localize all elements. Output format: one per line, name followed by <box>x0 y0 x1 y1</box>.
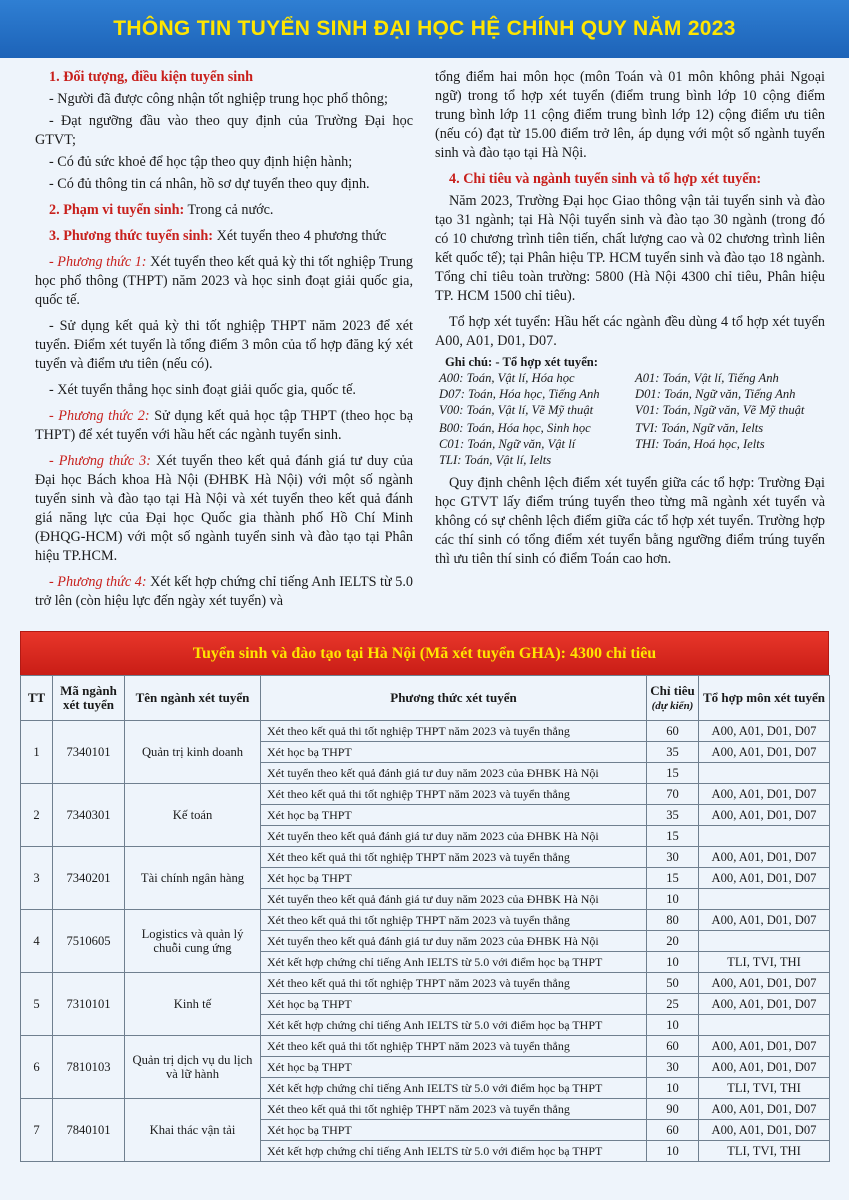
method-4-text: Xét kết hợp chứng chỉ tiếng Anh IELTS từ 5.0 trở lên (còn hiệu lực đến ngày xét tuyển) và <box>35 574 413 609</box>
col-header-tt: TT <box>21 676 53 721</box>
section-2-title: 2. Phạm vi tuyển sinh: <box>49 202 185 218</box>
left-column <box>35 68 413 614</box>
quota-value: 10 <box>647 952 699 973</box>
method-1 <box>35 253 413 310</box>
admission-method: Xét theo kết quả thi tốt nghiệp THPT năm 2023 và tuyển thẳng <box>261 1099 647 1120</box>
row-number: 1 <box>21 721 53 784</box>
row-number: 2 <box>21 784 53 847</box>
quota-value: 10 <box>647 889 699 910</box>
major-name: Logistics và quản lý chuỗi cung ứng <box>125 910 261 973</box>
quota-value: 20 <box>647 931 699 952</box>
admission-method: Xét theo kết quả thi tốt nghiệp THPT năm 2023 và tuyển thẳng <box>261 1036 647 1057</box>
note-item: C01: Toán, Ngữ văn, Vật lí <box>439 437 576 451</box>
content-columns <box>35 68 825 610</box>
note-item: A00: Toán, Vật lí, Hóa học <box>439 371 575 385</box>
subject-combo: A00, A01, D01, D07 <box>699 784 830 805</box>
table-banner-text: Tuyển sinh và đào tạo tại Hà Nội (Mã xét tuyển GHA): 4300 chỉ tiêu <box>192 644 657 662</box>
major-code: 7310101 <box>53 973 125 1036</box>
admission-method: Xét theo kết quả thi tốt nghiệp THPT năm 2023 và tuyển thẳng <box>261 910 647 931</box>
quota-value: 15 <box>647 868 699 889</box>
method-1-sub-2: - Xét tuyển thẳng học sinh đoạt giải quốc gia, quốc tế. <box>49 382 356 398</box>
notes-block <box>435 354 825 468</box>
major-name: Quản trị dịch vụ du lịch và lữ hành <box>125 1036 261 1099</box>
quota-value: 80 <box>647 910 699 931</box>
quota-value: 60 <box>647 1036 699 1057</box>
method-1-label: - Phương thức 1: <box>49 254 147 270</box>
quota-value: 35 <box>647 805 699 826</box>
note-item: A01: Toán, Vật lí, Tiếng Anh <box>635 371 779 385</box>
quota-sublabel: (dự kiến) <box>651 699 694 712</box>
quota-value: 70 <box>647 784 699 805</box>
note-item: THI: Toán, Hoá học, Ielts <box>635 437 765 451</box>
admission-method: Xét học bạ THPT <box>261 1120 647 1141</box>
admission-method: Xét học bạ THPT <box>261 994 647 1015</box>
admission-method: Xét học bạ THPT <box>261 1057 647 1078</box>
major-name: Quản trị kinh doanh <box>125 721 261 784</box>
section-4-paragraph-2: Tổ hợp xét tuyển: Hầu hết các ngành đều dùng 4 tổ hợp xét tuyển A00, A01, D01, D07. <box>435 314 825 349</box>
admission-method: Xét theo kết quả thi tốt nghiệp THPT năm 2023 và tuyển thẳng <box>261 973 647 994</box>
col-header-combo: Tổ hợp môn xét tuyển <box>699 676 830 721</box>
subject-combo: A00, A01, D01, D07 <box>699 847 830 868</box>
section-4-paragraph-1: Năm 2023, Trường Đại học Giao thông vận tải tuyển sinh và đào tạo 31 ngành; tại Hà Nội tuyển sinh và đào tạo 30 ngành (trong đó có 10 chương trình tiên tiến, chất lượng cao và 02 chương trình liên kết quốc tế); tại Phân hiệu TP. HCM tuyển sinh và đào tạo 18 ngành. Tổng chỉ tiêu toàn trường: 5800 (Hà Nội 4300 chỉ tiêu, Phân hiệu TP. HCM 1500 chỉ tiêu). <box>435 193 825 304</box>
notes-title: Ghi chú: - Tổ hợp xét tuyển: <box>445 355 598 369</box>
method-3-label: - Phương thức 3: <box>49 453 151 469</box>
subject-combo: TLI, TVI, THI <box>699 1078 830 1099</box>
note-item: B00: Toán, Hóa học, Sinh học <box>439 421 591 435</box>
subject-combo: TLI, TVI, THI <box>699 1141 830 1162</box>
note-item: D07: Toán, Hóa học, Tiếng Anh <box>439 387 600 401</box>
method-4 <box>35 573 413 611</box>
row-number: 4 <box>21 910 53 973</box>
subject-combo <box>699 763 830 784</box>
major-name: Khai thác vận tải <box>125 1099 261 1162</box>
quota-value: 50 <box>647 973 699 994</box>
table-row <box>21 973 830 994</box>
subject-combo <box>699 826 830 847</box>
subject-combo: A00, A01, D01, D07 <box>699 994 830 1015</box>
admission-method: Xét kết hợp chứng chỉ tiếng Anh IELTS từ 5.0 với điểm học bạ THPT <box>261 952 647 973</box>
method-2-text: Sử dụng kết quả học tập THPT (theo học bạ THPT) để xét tuyển với hầu hết các ngành tuyển sinh. <box>35 408 414 443</box>
quota-value: 60 <box>647 721 699 742</box>
quota-value: 10 <box>647 1015 699 1036</box>
page-title: THÔNG TIN TUYỂN SINH ĐẠI HỌC HỆ CHÍNH QUY NĂM 2023 <box>113 17 736 40</box>
admission-method: Xét kết hợp chứng chỉ tiếng Anh IELTS từ 5.0 với điểm học bạ THPT <box>261 1078 647 1099</box>
table-header-row <box>21 676 830 721</box>
row-number: 6 <box>21 1036 53 1099</box>
major-code: 7340201 <box>53 847 125 910</box>
subject-combo: A00, A01, D01, D07 <box>699 1099 830 1120</box>
admission-method: Xét tuyển theo kết quả đánh giá tư duy năm 2023 của ĐHBK Hà Nội <box>261 889 647 910</box>
s1-item: - Có đủ sức khoẻ để học tập theo quy định hiện hành; <box>49 154 353 170</box>
method-4-label: - Phương thức 4: <box>49 574 147 590</box>
section-3 <box>35 227 413 246</box>
note-item: V00: Toán, Vật lí, Vẽ Mỹ thuật <box>439 403 594 417</box>
subject-combo: A00, A01, D01, D07 <box>699 805 830 826</box>
admission-method: Xét theo kết quả thi tốt nghiệp THPT năm 2023 và tuyển thẳng <box>261 721 647 742</box>
admission-method: Xét học bạ THPT <box>261 742 647 763</box>
right-column <box>435 68 825 572</box>
subject-combo: A00, A01, D01, D07 <box>699 973 830 994</box>
col-header-quota <box>647 676 699 721</box>
major-code: 7340101 <box>53 721 125 784</box>
subject-combo: A00, A01, D01, D07 <box>699 868 830 889</box>
table-body <box>21 721 830 1162</box>
method-1-sub-1: - Sử dụng kết quả kỳ thi tốt nghiệp THPT năm 2023 để xét tuyển. Điểm xét tuyển là tổng điểm 3 môn của tổ hợp đăng ký xét tuyển và điểm ưu tiên (nếu có). <box>35 318 413 372</box>
section-4-title: 4. Chỉ tiêu và ngành tuyển sinh và tổ hợp xét tuyển: <box>449 171 762 187</box>
s1-item: - Đạt ngưỡng đầu vào theo quy định của Trường Đại học GTVT; <box>35 113 413 148</box>
admission-method: Xét học bạ THPT <box>261 868 647 889</box>
s1-item: - Có đủ thông tin cá nhân, hồ sơ dự tuyển theo quy định. <box>49 176 370 192</box>
admission-method: Xét kết hợp chứng chỉ tiếng Anh IELTS từ 5.0 với điểm học bạ THPT <box>261 1015 647 1036</box>
section-3-title: 3. Phương thức tuyển sinh: <box>49 228 214 244</box>
section-2 <box>35 201 413 220</box>
col-header-code: Mã ngành xét tuyển <box>53 676 125 721</box>
admission-method: Xét học bạ THPT <box>261 805 647 826</box>
note-item: D01: Toán, Ngữ văn, Tiếng Anh <box>635 387 796 401</box>
section-2-text: Trong cả nước. <box>184 202 274 218</box>
table-banner <box>20 631 829 675</box>
quota-value: 60 <box>647 1120 699 1141</box>
major-name: Kinh tế <box>125 973 261 1036</box>
subject-combo: A00, A01, D01, D07 <box>699 721 830 742</box>
subject-combo: A00, A01, D01, D07 <box>699 1057 830 1078</box>
major-code: 7510605 <box>53 910 125 973</box>
admission-method: Xét tuyển theo kết quả đánh giá tư duy năm 2023 của ĐHBK Hà Nội <box>261 826 647 847</box>
admission-table <box>20 675 830 1162</box>
method-2-label: - Phương thức 2: <box>49 408 150 424</box>
quota-value: 25 <box>647 994 699 1015</box>
major-name: Tài chính ngân hàng <box>125 847 261 910</box>
method-2 <box>35 407 413 445</box>
method-4-continued: tổng điểm hai môn học (môn Toán và 01 môn không phải Ngoại ngữ) trong tổ hợp xét tuyển (điểm trung bình lớp 10 cộng điểm trung bình lớp 11 cộng điểm trung bình lớp 12) cộng điểm ưu tiên (nếu có) đạt từ 15.00 điểm trở lên, áp dụng với một số ngành tuyển sinh và đào tạo tại Hà Nội. <box>435 69 825 161</box>
note-item: TLI: Toán, Vật lí, Ielts <box>439 453 552 467</box>
notes-grid-b <box>435 420 825 468</box>
note-item <box>635 452 825 468</box>
admission-method: Xét tuyển theo kết quả đánh giá tư duy năm 2023 của ĐHBK Hà Nội <box>261 931 647 952</box>
table-row <box>21 910 830 931</box>
subject-combo <box>699 931 830 952</box>
admission-method: Xét theo kết quả thi tốt nghiệp THPT năm 2023 và tuyển thẳng <box>261 784 647 805</box>
method-1-text: Xét tuyển theo kết quả kỳ thi tốt nghiệp Trung học phổ thông (THPT) năm 2023 và học sinh đoạt giải quốc gia, quốc tế. <box>35 254 414 308</box>
quota-value: 90 <box>647 1099 699 1120</box>
section-4-paragraph-3: Quy định chênh lệch điểm xét tuyển giữa các tổ hợp: Trường Đại học GTVT lấy điểm trúng tuyển theo từng mã ngành xét tuyển và không có sự chênh lệch điểm giữa các tổ hợp xét tuyển. Trường hợp các thí sinh có tổng điểm xét tuyển bằng ngưỡng điểm trúng tuyển thì ưu tiên thí sinh có điểm Toán cao hơn. <box>435 475 825 567</box>
quota-value: 30 <box>647 1057 699 1078</box>
row-number: 5 <box>21 973 53 1036</box>
table-row <box>21 784 830 805</box>
quota-value: 10 <box>647 1078 699 1099</box>
note-item: TVI: Toán, Ngữ văn, Ielts <box>635 421 764 435</box>
s1-item: - Người đã được công nhận tốt nghiệp trung học phổ thông; <box>49 91 388 107</box>
admission-table-block <box>20 631 829 1162</box>
table-row <box>21 847 830 868</box>
major-name: Kế toán <box>125 784 261 847</box>
row-number: 3 <box>21 847 53 910</box>
col-header-method: Phương thức xét tuyển <box>261 676 647 721</box>
page-header <box>0 0 849 58</box>
subject-combo <box>699 889 830 910</box>
admission-method: Xét tuyển theo kết quả đánh giá tư duy năm 2023 của ĐHBK Hà Nội <box>261 763 647 784</box>
subject-combo: A00, A01, D01, D07 <box>699 742 830 763</box>
table-row <box>21 1099 830 1120</box>
section-3-text: Xét tuyển theo 4 phương thức <box>213 228 387 244</box>
subject-combo: TLI, TVI, THI <box>699 952 830 973</box>
table-row <box>21 1036 830 1057</box>
section-1-title: 1. Đối tượng, điều kiện tuyển sinh <box>49 69 254 85</box>
col-header-name: Tên ngành xét tuyển <box>125 676 261 721</box>
major-code: 7340301 <box>53 784 125 847</box>
admission-method: Xét theo kết quả thi tốt nghiệp THPT năm 2023 và tuyển thẳng <box>261 847 647 868</box>
table-row <box>21 721 830 742</box>
quota-value: 15 <box>647 763 699 784</box>
quota-label: Chỉ tiêu <box>650 682 695 698</box>
note-item: V01: Toán, Ngữ văn, Vẽ Mỹ thuật <box>635 403 805 417</box>
quota-value: 30 <box>647 847 699 868</box>
subject-combo: A00, A01, D01, D07 <box>699 1036 830 1057</box>
major-code: 7840101 <box>53 1099 125 1162</box>
row-number: 7 <box>21 1099 53 1162</box>
quota-value: 10 <box>647 1141 699 1162</box>
subject-combo: A00, A01, D01, D07 <box>699 910 830 931</box>
method-3-text: Xét tuyển theo kết quả đánh giá tư duy của Đại học Bách khoa Hà Nội (ĐHBK Hà Nội) với một số ngành tuyển sinh và đào tạo tại Hà Nội và xét tuyển theo kết quả đánh giá năng lực của Đại học Quốc gia thành phố Hồ Chí Minh (ĐHQG-HCM) với một số ngành tuyển sinh và đào tạo tại Phân hiệu TP.HCM. <box>35 453 414 564</box>
notes-grid-a <box>435 370 825 418</box>
admission-method: Xét kết hợp chứng chỉ tiếng Anh IELTS từ 5.0 với điểm học bạ THPT <box>261 1141 647 1162</box>
subject-combo: A00, A01, D01, D07 <box>699 1120 830 1141</box>
method-3 <box>35 452 413 566</box>
major-code: 7810103 <box>53 1036 125 1099</box>
quota-value: 35 <box>647 742 699 763</box>
subject-combo <box>699 1015 830 1036</box>
quota-value: 15 <box>647 826 699 847</box>
